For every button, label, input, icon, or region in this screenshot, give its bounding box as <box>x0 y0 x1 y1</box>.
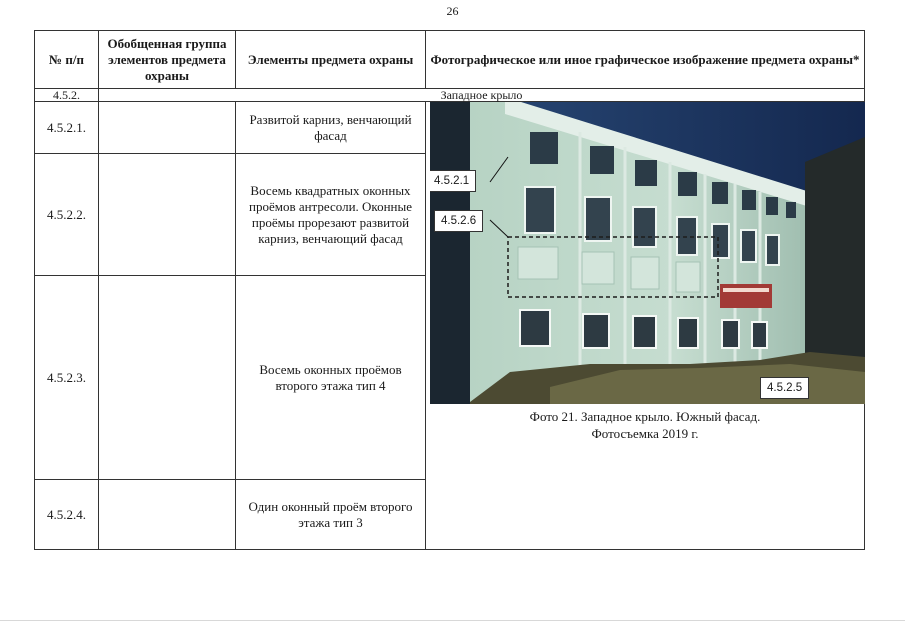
caption-line-2: Фотосъемка 2019 г. <box>591 426 699 441</box>
row-element: Восемь оконных проёмов второго этажа тип 4 <box>236 276 426 480</box>
building-photo-image <box>430 102 865 404</box>
caption-line-1: Фото 21. Западное крыло. Южный фасад. <box>529 409 761 424</box>
photo-caption <box>426 404 864 442</box>
row-element: Один оконный проём второго этажа тип 3 <box>236 480 426 550</box>
callout-4526: 4.5.2.6 <box>434 210 483 232</box>
row-id: 4.5.2.4. <box>35 480 99 550</box>
section-title: Западное крыло <box>99 89 865 102</box>
header-elements: Элементы предмета охраны <box>236 31 426 89</box>
building-photo <box>430 102 865 404</box>
header-image: Фотографическое или иное графическое изображение предмета охраны* <box>426 31 865 89</box>
section-id: 4.5.2. <box>35 89 99 102</box>
page-number: 26 <box>446 4 459 18</box>
callout-4521: 4.5.2.1 <box>430 170 476 192</box>
row-element: Развитой карниз, венчающий фасад <box>236 102 426 154</box>
photo-cell <box>426 102 865 550</box>
header-row <box>35 31 865 89</box>
row-group <box>99 154 236 276</box>
header-number: № п/п <box>35 31 99 89</box>
row-element: Восемь квадратных оконных проёмов антресоли. Оконные проёмы прорезают развитой карниз, венчающий фасад <box>236 154 426 276</box>
row-id: 4.5.2.2. <box>35 154 99 276</box>
callout-4525: 4.5.2.5 <box>760 377 809 399</box>
row-id: 4.5.2.1. <box>35 102 99 154</box>
header-group: Обобщенная группа элементов предмета охраны <box>99 31 236 89</box>
protection-table <box>34 30 865 550</box>
row-group <box>99 102 236 154</box>
section-row <box>35 89 865 102</box>
row-group <box>99 480 236 550</box>
row-group <box>99 276 236 480</box>
page-bottom-divider <box>0 620 905 621</box>
table-row <box>35 102 865 154</box>
row-id: 4.5.2.3. <box>35 276 99 480</box>
